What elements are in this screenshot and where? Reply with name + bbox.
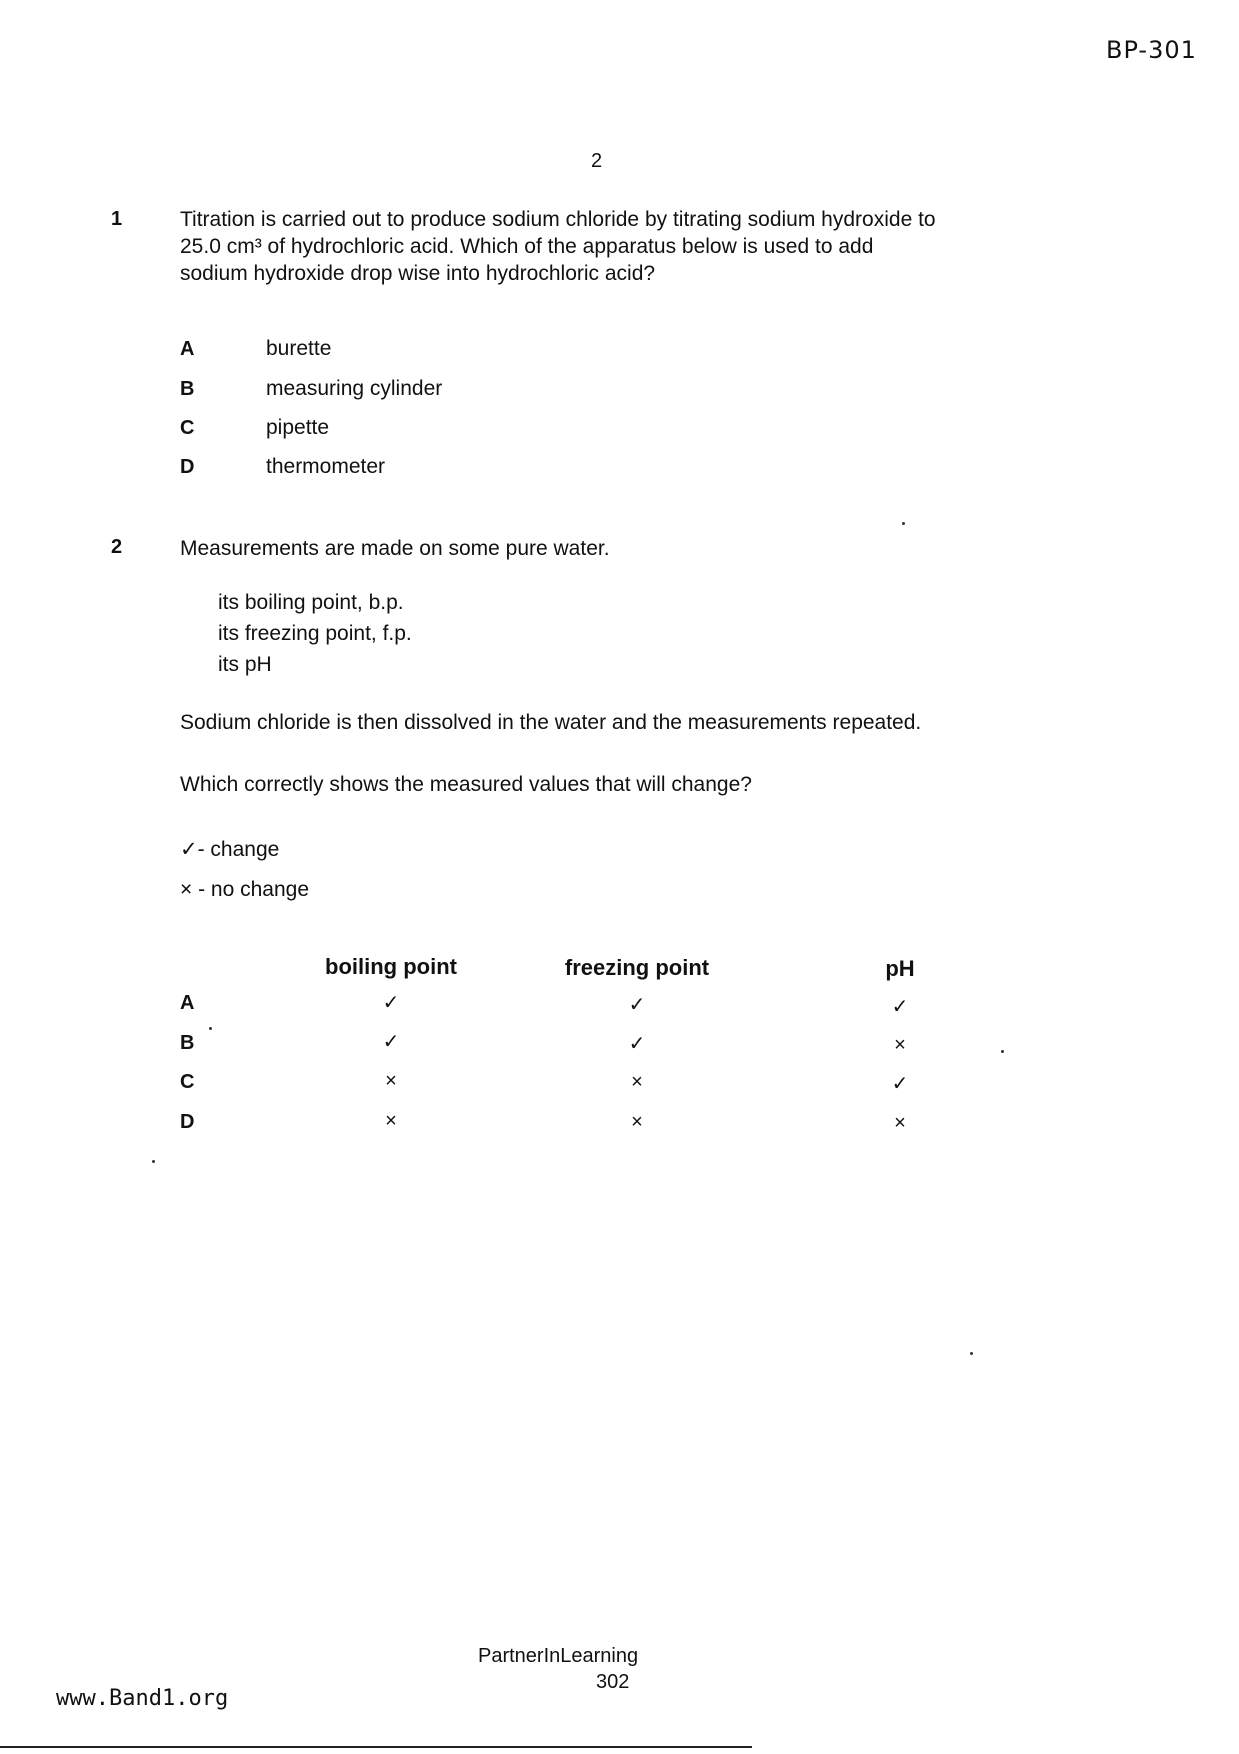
question-2-statement: Sodium chloride is then dissolved in the water and the measurements repeated. bbox=[180, 711, 922, 734]
table-row-letter: C bbox=[180, 1071, 195, 1093]
q1-option-letter: A bbox=[180, 338, 195, 360]
table-cell: ✓ bbox=[382, 992, 400, 1014]
table-header-freezing-point: freezing point bbox=[564, 955, 710, 980]
table-row-letter: D bbox=[180, 1111, 195, 1133]
question-2-prompt: Which correctly shows the measured values that will change? bbox=[180, 773, 752, 796]
table-cell: × bbox=[631, 1071, 643, 1093]
table-cell: × bbox=[385, 1070, 397, 1092]
question-1-number: 1 bbox=[111, 208, 123, 230]
q1-option-text: thermometer bbox=[266, 455, 386, 478]
footer-publisher: PartnerInLearning bbox=[478, 1645, 639, 1667]
question-1-line: 25.0 cm³ of hydrochloric acid. Which of the apparatus below is used to add bbox=[180, 235, 874, 258]
key-change: ✓- change bbox=[180, 838, 280, 861]
table-row-letter: B bbox=[180, 1032, 195, 1054]
table-cell: × bbox=[894, 1112, 906, 1134]
question-2-intro: Measurements are made on some pure water. bbox=[180, 537, 610, 560]
table-cell: ✓ bbox=[628, 994, 646, 1016]
measurement-item: its freezing point, f.p. bbox=[218, 622, 412, 645]
scan-speck bbox=[152, 1160, 155, 1163]
table-header-boiling-point: boiling point bbox=[325, 954, 457, 979]
table-cell: ✓ bbox=[891, 996, 909, 1018]
bottom-rule bbox=[0, 1746, 752, 1748]
table-cell: ✓ bbox=[628, 1033, 646, 1055]
question-1-text bbox=[180, 206, 936, 287]
page-number: 2 bbox=[591, 150, 603, 172]
q1-option-letter: D bbox=[180, 456, 195, 478]
table-cell: ✓ bbox=[891, 1073, 909, 1095]
question-2-number: 2 bbox=[111, 536, 123, 558]
q1-option-letter: B bbox=[180, 378, 195, 400]
table-row-letter: A bbox=[180, 992, 195, 1014]
question-1-line: Titration is carried out to produce sodium chloride by titrating sodium hydroxide to bbox=[180, 208, 936, 231]
table-cell: × bbox=[894, 1034, 906, 1056]
q1-option-letter: C bbox=[180, 417, 195, 439]
scan-speck bbox=[970, 1352, 973, 1355]
document-code: BP-301 bbox=[1106, 36, 1197, 64]
q1-option-text: measuring cylinder bbox=[266, 377, 443, 400]
key-no-change: × - no change bbox=[180, 878, 310, 901]
question-1-line: sodium hydroxide drop wise into hydrochloric acid? bbox=[180, 262, 656, 285]
table-header-ph: pH bbox=[885, 956, 915, 981]
scan-speck bbox=[902, 522, 905, 525]
footer-page-number: 302 bbox=[596, 1671, 630, 1693]
scan-speck bbox=[209, 1027, 212, 1030]
table-cell: × bbox=[631, 1111, 643, 1133]
q1-option-text: burette bbox=[266, 337, 332, 360]
table-cell: × bbox=[385, 1110, 397, 1132]
scan-speck bbox=[1001, 1050, 1004, 1053]
q1-option-text: pipette bbox=[266, 416, 330, 439]
table-cell: ✓ bbox=[382, 1031, 400, 1053]
footer-url: www.Band1.org bbox=[56, 1686, 229, 1711]
measurement-item: its boiling point, b.p. bbox=[218, 591, 404, 614]
measurement-item: its pH bbox=[218, 653, 272, 676]
